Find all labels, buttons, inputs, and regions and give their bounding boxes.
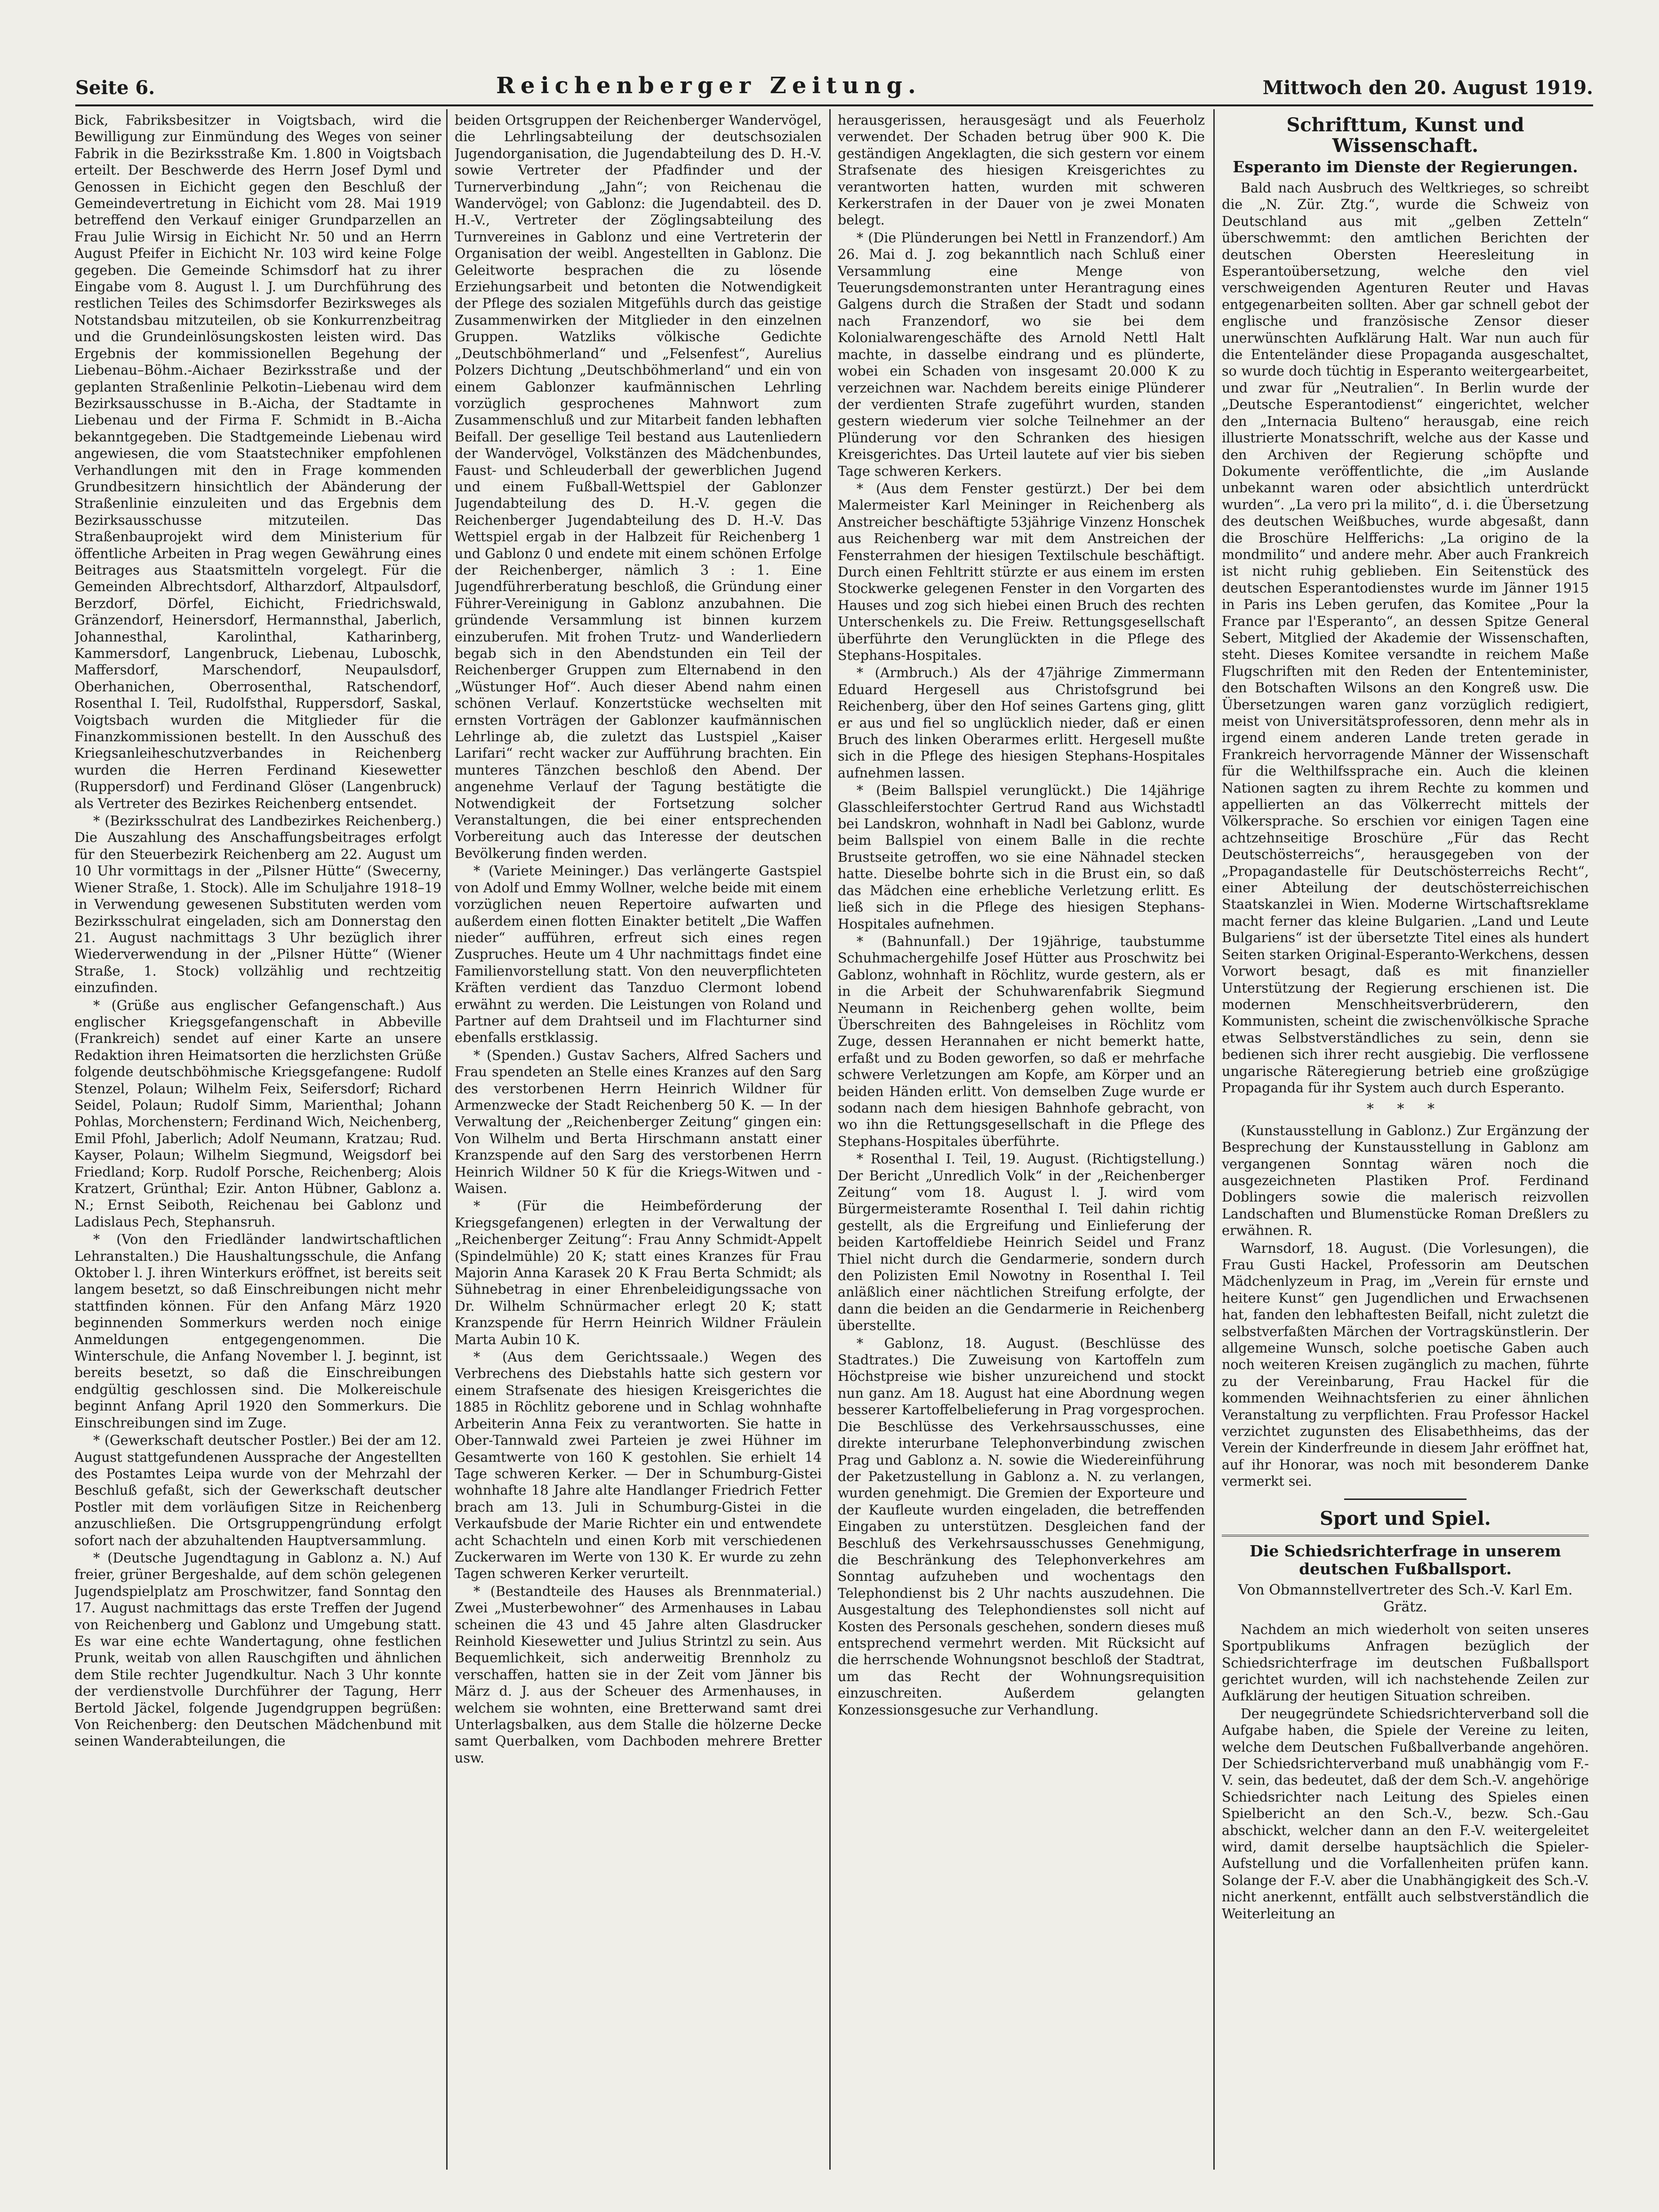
article-paragraph: * Gablonz, 18. August. (Beschlüsse des Stadtrates.) Die Zuweisung von Kartoffeln zum Höchstpreise wie bisher unzureichend und stockt nun ganz. Am 18. August hat eine Abordnung wegen besserer Kartoffelbelieferung in Prag vorgesprochen. Die Beschlüsse des Verkehrsausschusses, eine direkte interurbane Telephonverbindung zwischen Prag und Gablonz a. N. sowie die Wiedereinführung der Paketzustellung in Gablonz a. N. zu verlangen, wurden genehmigt. Die Gremien der Exporteure und der Kaufleute wurden eingeladen, die betreffenden Eingaben zu unterstützen. Desgleichen fand der Beschluß des Verkehrsausschusses Genehmigung, die Beschränkung des Telephonverkehres am Sonntag aufzuheben und wochentags den Telephondienst bis 2 Uhr nachts auszudehnen. Die Ausgestaltung des Telephondienstes soll nicht auf Kosten des Personals geschehen, sondern dieses muß entsprechend vermehrt werden. Mit Rücksicht auf die herrschende Wohnungsnot beschloß der Stadtrat, um das Recht der Wohnungsrequisition einzuschreiten. Außerdem gelangten Konzessionsgesuche zur Verhandlung. xyxy=(838,1335,1205,1718)
article-paragraph: * (Aus dem Gerichtssaale.) Wegen des Verbrechens des Diebstahls hatte sich gestern vor einem Strafsenate des hiesigen Kreisgerichtes die 1885 in Röchlitz geborene und in Schlag wohnhafte Arbeiterin Anna Feix zu verantworten. Sie hatte in Ober-Tannwald zwei Parteien je zwei Hühner im Gesamtwerte von 160 K gestohlen. Sie erhielt 14 Tage schweren Kerker. — Der in Schumburg-Gistei wohnhafte 18 Jahre alte Handlanger Friedrich Fetter brach am 13. Juli in Schumburg-Gistei in die Verkaufsbude der Marie Richter ein und entwendete acht Schachteln und einen Korb mit verschiedenen Zuckerwaren im Werte von 130 K. Er wurde zu zehn Tagen schweren Kerker verurteilt. xyxy=(455,1349,822,1582)
page-number: Seite 6. xyxy=(75,77,155,99)
issue-date: Mittwoch den 20. August 1919. xyxy=(1262,77,1593,99)
column-divider xyxy=(1213,109,1215,2170)
article-paragraph: beiden Ortsgruppen der Reichenberger Wandervögel, die Lehrlingsabteilung der deutschsozialen Jugendorganisation, die Jugendabteilung des D. H.-V. sowie Vertreter der Pfadfinder und der Turnerverbindung „Jahn“; von Reichenau die Wandervögel; von Gablonz: die Jugendabteil. des D. H.-V., Vertreter der Zöglingsabteilung des Turnvereines in Gablonz und eine Vertreterin der Organisation der weibl. Angestellten in Gablonz. Die Geleitworte besprachen die zu lösende Erziehungsarbeit und betonten die Notwendigkeit der Pflege des sozialen Mitgefühls durch das geistige Zusammenwirken der Mitglieder in den einzelnen Gruppen. Watzliks völkische Gedichte „Deutschböhmerland“ und „Felsenfest“, Aurelius Polzers Dichtung „Deutschböhmerland“ und ein von einem Gablonzer kaufmännischen Lehrling vorzüglich gesprochenes Mahnwort zum Zusammenschluß und zur Mitarbeit fanden lebhaften Beifall. Der gesellige Teil bestand aus Lautenliedern der Wandervögel, Volkstänzen des Mädchenbundes, Faust- und Schleuderball der gewerblichen Jugend und einem Fußball-Wettspiel der Gablonzer Jugendabteilung des D. H.-V. gegen die Reichenberger Jugendabteilung des D. H.-V. Das Wettspiel ergab in der Halbzeit für Reichenberg 1 und Gablonz 0 und endete mit einem schönen Erfolge der Reichenberger, nämlich 3 : 1. Eine Jugendführerberatung beschloß, die Gründung einer Führer-Vereinigung in Gablonz anzubahnen. Die gründende Versammlung ist binnen kurzem einzuberufen. Mit frohen Trutz- und Wanderliedern begab sich in den Abendstunden ein Teil der Reichenberger Gruppen zum Elternabend in den „Wüstunger Hof“. Auch dieser Abend nahm einen schönen Verlauf. Konzertstücke wechselten mit ernsten Vorträgen der Gablonzer kaufmännischen Lehrlinge ab, die zuletzt das Lustspiel „Kaiser Larifari“ recht wacker zur Aufführung brachten. Ein munteres Tänzchen beschloß den Abend. Der angenehme Verlauf der Tagung bestätigte die Notwendigkeit der Fortsetzung solcher Veranstaltungen, die bei einer entsprechenden Vorbereitung auch das Interesse der deutschen Bevölkerung finden werden. xyxy=(455,112,822,861)
article-paragraph: * (Gewerkschaft deutscher Postler.) Bei der am 12. August stattgefundenen Aussprache der Angestellten des Postamtes Leipa wurde von der Mehrzahl der Beschluß gefaßt, sich der Gewerkschaft deutscher Postler mit dem vorläufigen Sitze in Reichenberg anzuschließen. Die Ortsgruppengründung erfolgt sofort nach der abzuhaltenden Hauptversammlung. xyxy=(74,1433,441,1548)
article-paragraph: * (Bahnunfall.) Der 19jährige, taubstumme Schuhmachergehilfe Josef Hütter aus Proschwitz bei Gablonz, wohnhaft in Röchlitz, wurde gestern, als er in die Arbeit der Schuhwarenfabrik Siegmund Neumann in Reichenberg gehen wollte, beim Überschreiten des Bahngeleises in Röchlitz vom Zuge, dessen Herannahen er nicht bemerkt hatte, erfaßt und zu Boden geworfen, so daß er mehrfache schwere Verletzungen am Kopfe, am Körper und an beiden Händen erlitt. Von demselben Zuge wurde er sodann nach dem hiesigen Bahnhofe gebracht, von wo ihn die Rettungsgesellschaft in die Pflege des Stephans-Hospitales überführte. xyxy=(838,933,1205,1149)
article-paragraph: * (Von den Friedländer landwirtschaftlichen Lehranstalten.) Die Haushaltungsschule, die Anfang Oktober l. J. ihren Winterkurs eröffnet, ist bereits seit langem besetzt, so daß Einschreibungen nicht mehr stattfinden können. Für den Anfang März 1920 beginnenden Sommerkurs werden noch einige Anmeldungen entgegengenommen. Die Winterschule, die Anfang November l. J. beginnt, ist bereits besetzt, so daß die Einschreibungen endgültig geschlossen sind. Die Molkereischule beginnt Anfang April 1920 den Sommerkurs. Die Einschreibungen sind im Zuge. xyxy=(74,1232,441,1431)
article-paragraph: (Kunstausstellung in Gablonz.) Zur Ergänzung der Besprechung der Kunstausstellung in Gablonz am vergangenen Sonntag wären noch die ausgezeichneten Plastiken Prof. Ferdinand Doblingers sowie die malerisch reizvollen Landschaften und Blumenstücke Roman Dreßlers zu erwähnen. R. xyxy=(1222,1122,1589,1239)
article-headline: Die Schiedsrichterfrage in unserem deutschen Fußballsport. xyxy=(1250,1541,1561,1578)
article-paragraph: * (Bestandteile des Hauses als Brennmaterial.) Zwei „Musterbewohner“ des Armenhauses in Labau scheinen die 43 und 45 Jahre alten Glasdrucker Reinhold Kiesewetter und Julius Strintzl zu sein. Aus Bequemlichkeit, sich anderweitig Brennholz zu verschaffen, hatten sie in der Zeit vom Jänner bis März d. J. aus der Scheuer des Armenhauses, in welchem sie wohnten, eine Bretterwand samt drei Unterlagsbalken, aus dem Stalle die hölzerne Decke samt Querbalken, vom Dachboden mehrere Bretter usw. xyxy=(455,1583,822,1766)
section-heading-sport: Sport und Spiel. xyxy=(1320,1507,1491,1530)
article-paragraph: * (Grüße aus englischer Gefangenschaft.) Aus englischer Kriegsgefangenschaft in Abbeville (Frankreich) sendet auf einer Karte an unsere Redaktion ihren Heimatsorten die herzlichsten Grüße folgende deutschböhmische Kriegsgefangene: Rudolf Stenzel, Polaun; Wilhelm Feix, Seifersdorf; Richard Seidel, Polaun; Rudolf Simm, Marienthal; Johann Pohlas, Morchenstern; Ferdinand Wich, Neichenberg, Emil Pfohl, Jaberlich; Adolf Neumann, Kratzau; Rud. Kayser, Polaun; Wilhelm Siegmund, Weigsdorf bei Friedland; Korp. Rudolf Porsche, Reichenberg; Alois Kratzert, Grünthal; Ezir. Anton Hübner, Gablonz a. N.; Ernst Seiboth, Reichenau bei Gablonz und Ladislaus Pech, Stephansruh. xyxy=(74,997,441,1230)
column-divider xyxy=(829,109,831,2170)
article-paragraph: * (Für die Heimbeförderung der Kriegsgefangenen) erlegten in der Verwaltung der „Reichenberger Zeitung“: Frau Anny Schmidt-Appelt (Spindelmühle) 20 K; statt eines Kranzes für Frau Majorin Anna Karasek 20 K Frau Berta Schmidt; als Sühnebetrag in einer Ehrenbeleidigungssache von Dr. Wilhelm Schnürmacher erlegt 20 K; statt Kranzspende für Herrn Heinrich Wildner Fräulein Marta Aubin 10 K. xyxy=(455,1198,822,1347)
masthead xyxy=(75,66,1593,99)
masthead-rule xyxy=(75,104,1593,106)
article-paragraph: Bald nach Ausbruch des Weltkrieges, so schreibt die „N. Zür. Ztg.“, wurde die Schweiz von Deutschland aus mit „gelben Zetteln“ überschwemmt: den amtlichen Berichten der deutschen Obersten Heeresleitung in Esperantoübersetzung, welche den viel verschweigenden Agenturen Reuter und Havas entgegenarbeiten sollten. Aber gar schnell gebot der englische und französische Zensor dieser unerwünschten Aufklärung Halt. War nun auch für die Ententeländer diese Propaganda ausgeschaltet, so wurde doch tüchtig in Esperanto weitergearbeitet, und zwar für „Neutralien“. In Berlin wurde der „Deutsche Esperantodienst“ eingerichtet, welcher den „Internacia Bulteno“ herausgab, eine reich illustrierte Monatsschrift, welche aus der Kasse und den Archiven der Regierung schöpfte und Dokumente veröffentlichte, die „im Auslande unbekannt waren oder absichtlich unterdrückt wurden“. „La vero pri la milito“, d. i. die Übersetzung des deutschen Weißbuches, wurde abgesaßt, dann die Broschüre Helfferichs: „La origino de la mondmilito“ und andere mehr. Aber auch Frankreich ist nicht ruhig geblieben. Ein Seitenstück des deutschen Esperantodienstes wurde im Jänner 1915 in Paris ins Leben gerufen, das Komitee „Pour la France par l'Esperanto“, an dessen Spitze General Sebert, Mitglied der Akademie der Wissenschaften, steht. Dieses Komitee versandte in reichem Maße Flugschriften mit den Reden der Ententeminister, den Botschaften Wilsons an den Kongreß usw. Die Übersetzungen waren ganz vorzüglich redigiert, meist von Universitätsprofessoren, denn mehr als in irgend einem anderen Lande treten gerade in Frankreich hervorragende Männer der Wissenschaft für die Welthilfssprache ein. Auch die kleinen Nationen sagten zu ihrem Rechte zu kommen und appellierten an das Völkerrecht mittels der Völkersprache. So erschien vor einigen Tagen eine achtzehnseitige Broschüre „Für das Recht Deutschösterreichs“, herausgegeben von der „Propagandastelle für Deutschösterreichs Recht“, einer Abteilung der deutschösterreichischen Staatskanzlei in Wien. Moderne Wirtschaftsreklame macht ferner das kleine Bulgarien. „Land und Leute Bulgariens“ ist der übersetzte Titel eines als hundert Seiten starken Original-Esperanto-Werkchens, dessen Vorwort besagt, daß es mit finanzieller Unterstützung der Regierung erschienen ist. Die modernen Menschheitsverbrüderern, den Kommunisten, scheint die zwischenvölkische Sprache etwas Selbstverständliches zu sein, denn sie bedienen sich ihrer recht ausgiebig. Die verflossene ungarische Räteregierung betrieb eine großzügige Propaganda für ihr System auch durch Esperanto. xyxy=(1222,180,1589,1096)
article-paragraph: * (Bezirksschulrat des Landbezirkes Reichenberg.) Die Auszahlung des Anschaffungsbeitrages erfolgt für den Steuerbezirk Reichenberg am 22. August um 10 Uhr vormittags in der „Pilsner Hütte“ (Swecerny, Wiener Straße, 1. Stock). Alle im Schuljahre 1918–19 in Verwendung gewesenen Substituten werden vom Bezirksschulrat eingeladen, sich am Donnerstag den 21. August nachmittags 3 Uhr bezüglich ihrer Wiederverwendung in der „Pilsner Hütte“ (Wiener Straße, 1. Stock) vollzählig und rechtzeitig einzufinden. xyxy=(74,813,441,996)
article-headline: Esperanto im Dienste der Regierungen. xyxy=(1233,158,1578,176)
separator-rule xyxy=(1222,1535,1589,1537)
column-divider xyxy=(446,109,448,2170)
article-paragraph: Bick, Fabriksbesitzer in Voigtsbach, wird die Bewilligung zur Einmündung des Weges von seiner Fabrik in die Bezirksstraße Km. 1.800 in Voigtsbach erteilt. Der Beschwerde des Herrn Josef Dyml und Genossen in Eichicht gegen den Beschluß der Gemeindevertretung in Eichicht vom 28. Mai 1919 betreffend den Verkauf einiger Grundparzellen an Frau Julie Wirsig in Eichicht Nr. 50 und an Herrn August Pfeifer in Eichicht Nr. 103 wird keine Folge gegeben. Die Gemeinde Schimsdorf hat zu ihrer Eingabe vom 8. August l. J. um Durchführung des restlichen Teiles des Schimsdorfer Bezirksweges als Notstandsbau mitzuteilen, ob sie Konkurrenzbeitrag und die Grundeinlösungskosten leisten wird. Das Ergebnis der kommissionellen Begehung der Liebenau–Böhm.-Aichaer Bezirksstraße und der geplanten Straßenlinie Pelkotin–Liebenau wird dem Bezirksausschusse in B.-Aicha, der Stadtamte in Liebenau und der Firma F. Schmidt in B.-Aicha bekanntgegeben. Die Stadtgemeinde Liebenau wird angewiesen, die vom Staatstechniker empfohlenen Verhandlungen mit den in Frage kommenden Grundbesitzern hinsichtlich der Abänderung der Straßenlinie einzuleiten und das Ergebnis dem Bezirksausschusse mitzuteilen. Das Straßenbauprojekt wird dem Ministerium für öffentliche Arbeiten in Prag wegen Gewährung eines Beitrages aus Staatsmitteln vorgelegt. Für die Gemeinden Albrechtsdorf, Altharzdorf, Altpaulsdorf, Berzdorf, Dörfel, Eichicht, Friedrichswald, Gränzendorf, Heinersdorf, Hermannsthal, Jaberlich, Johannesthal, Karolinthal, Katharinberg, Kammersdorf, Langenbruck, Liebenau, Luboschk, Maffersdorf, Marschendorf, Neupaulsdorf, Oberhanichen, Oberrosenthal, Ratschendorf, Rosenthal I. Teil, Rudolfsthal, Ruppersdorf, Saskal, Voigtsbach wurden die Mitglieder für die Finanzkommissionen bestellt. In den Ausschuß des Kriegsanleiheschutzverbandes in Reichenberg wurden die Herren Ferdinand Kiesewetter (Ruppersdorf) und Ferdinand Glöser (Langenbruck) als Vertreter des Bezirkes Reichenberg entsendet. xyxy=(74,112,441,811)
article-paragraph: * (Spenden.) Gustav Sachers, Alfred Sachers und Frau spendeten an Stelle eines Kranzes auf den Sarg des verstorbenen Herrn Heinrich Wildner für Armenzwecke der Stadt Reichenberg 50 K. — In der Verwaltung der „Reichenberger Zeitung“ gingen ein: Von Wilhelm und Berta Hirschmann anstatt einer Kranzspende auf den Sarg des verstorbenen Herrn Heinrich Wildner 50 K für die Kriegs-Witwen und -Waisen. xyxy=(455,1047,822,1196)
article-paragraph: * (Die Plünderungen bei Nettl in Franzendorf.) Am 26. Mai d. J. zog bekanntlich nach Schluß einer Versammlung eine Menge von Teuerungsdemonstranten unter Herantragung eines Galgens durch die Straßen der Stadt und sodann nach Franzendorf, wo sie bei dem Kolonialwarengeschäfte des Arnold Nettl Halt machte, in dasselbe eindrang und es plünderte, wobei ein Schaden von insgesamt 20.000 K zu verzeichnen war. Nachdem bereits einige Plünderer der verdienten Strafe zugeführt wurden, standen gestern wiederum vier solche Teilnehmer an der Plünderung vor den Schranken des hiesigen Kreisgerichtes. Das Urteil lautete auf vier bis sieben Tage schweren Kerkers. xyxy=(838,230,1205,479)
column-2 xyxy=(455,112,822,2159)
column-1 xyxy=(74,112,441,2159)
article-paragraph: * Rosenthal I. Teil, 19. August. (Richtigstellung.) Der Bericht „Unredlich Volk“ in der „Reichenberger Zeitung“ vom 18. August l. J. wird vom Bürgermeisteramte Rosenthal I. Teil dahin richtig gestellt, als die Ergreifung und Einlieferung der beiden Kartoffeldiebe Heinrich Seidel und Franz Thiel nicht durch die Gendarmerie, sondern durch den Polizisten Emil Nowotny in Rosenthal I. Teil anläßlich einer nächtlichen Streifung erfolgte, der dann die beiden an die Gendarmerie in Reichenberg überstellte. xyxy=(838,1151,1205,1334)
article-paragraph: * (Beim Ballspiel verunglückt.) Die 14jährige Glasschleiferstochter Gertrud Rand aus Wichstadtl bei Landskron, wohnhaft in Nadl bei Gablonz, wurde beim Ballspiel von einem Balle in die rechte Brustseite getroffen, wo sie eine Nähnadel stecken hatte. Dieselbe bohrte sich in die Brust ein, so daß das Mädchen eine erhebliche Verletzung erlitt. Es ließ sich in die Pflege des hiesigen Stephans-Hospitales aufnehmen. xyxy=(838,783,1205,932)
article-paragraph: Nachdem an mich wiederholt von seiten unseres Sportpublikums Anfragen bezüglich der Schiedsrichterfrage im deutschen Fußballsport gerichtet wurden, will ich nachstehende Zeilen zur Aufklärung der heutigen Situation schreiben. xyxy=(1222,1621,1589,1704)
section-heading-culture: Schrifttum, Kunst und Wissenschaft. xyxy=(1286,114,1524,157)
column-4 xyxy=(1222,112,1589,2159)
separator-rule xyxy=(1344,1499,1467,1500)
newspaper-title: Reichenberger Zeitung. xyxy=(496,72,922,99)
column-3 xyxy=(838,112,1205,2159)
article-paragraph: * (Armbruch.) Als der 47jährige Zimmermann Eduard Hergesell aus Christofsgrund bei Reichenberg, über den Hof seines Gartens ging, glitt er aus und fiel so unglücklich nieder, daß er einen Bruch des linken Oberarmes erlitt. Hergesell mußte sich in die Pflege des hiesigen Stephans-Hospitales aufnehmen lassen. xyxy=(838,665,1205,781)
separator-stars: * * * xyxy=(1366,1101,1444,1118)
article-paragraph: Warnsdorf, 18. August. (Die Vorlesungen), die Frau Gusti Hackel, Professorin am Deutschen Mädchenlyzeum in Prag, im „Verein für ernste und heitere Kunst“ gen Jugendlichen und Erwachsenen hat, fanden den lebhaftesten Beifall, nicht zuletzt die selbstverfaßten Märchen der Vortragskünstlerin. Der allgemeine Wunsch, solche poetische Gaben auch noch weiteren Kreisen zugänglich zu machen, führte zu der Vereinbarung, Frau Hackel für die kommenden Weihnachtsferien zu einer ähnlichen Veranstaltung zu verpflichten. Frau Professor Hackel verzichtet zugunsten des Elisabethheims, das der Verein der Kinderfreunde in diesem Jahr eröffnet hat, auf ihr Honorar, was noch mit besonderem Danke vermerkt sei. xyxy=(1222,1240,1589,1490)
article-paragraph: * (Deutsche Jugendtagung in Gablonz a. N.) Auf freier, grüner Bergeshalde, auf dem schön gelegenen Jugendspielplatz am Proschwitzer, fand Sonntag den 17. August nachmittags das erste Treffen der Jugend von Reichenberg und Gablonz und Umgebung statt. Es war eine echte Wandertagung, ohne festlichen Prunk, weitab von allen Rauschgiften und ähnlichen dem Stile rechter Jugendkultur. Nach 3 Uhr konnte der verdienstvolle Durchführer der Tagung, Herr Bertold Jäckel, folgende Jugendgruppen begrüßen: Von Reichenberg: den Deutschen Mädchenbund mit seinen Wanderabteilungen, die xyxy=(74,1550,441,1749)
article-paragraph: * (Aus dem Fenster gestürzt.) Der bei dem Malermeister Karl Meininger in Reichenberg als Anstreicher beschäftigte 53jährige Vinzenz Honschek aus Reichenberg war mit dem Anstreichen der Fensterrahmen der hiesigen Textilschule beschäftigt. Durch einen Fehltritt stürzte er aus einem im ersten Stockwerke gelegenen Fenster in den Vorgarten des Hauses und zog sich hiebei einen Bruch des rechten Unterschenkels zu. Die Freiw. Rettungsgesellschaft überführte den Verunglückten in die Pflege des Stephans-Hospitales. xyxy=(838,481,1205,663)
article-paragraph: Der neugegründete Schiedsrichterverband soll die Aufgabe haben, die Spiele der Vereine zu leiten, welche dem Deutschen Fußballverbande angehören. Der Schiedsrichterverband muß unabhängig vom F.-V. sein, das bedeutet, daß der dem Sch.-V. angehörige Schiedsrichter nach Leitung des Spieles einen Spielbericht an den Sch.-V., bezw. Sch.-Gau abschickt, welcher dann an den F.-V. weitergeleitet wird, damit derselbe hauptsächlich die Spieler-Aufstellung und die Vorfallenheiten prüfen kann. Solange der F.-V. aber die Unabhängigkeit des Sch.-V. nicht anerkennt, entfällt auch selbstverständlich die Weiterleitung an xyxy=(1222,1706,1589,1922)
byline: Von Obmannstellvertreter des Sch.-V. Karl Em. Grätz. xyxy=(1238,1581,1573,1615)
article-paragraph: * (Variete Meininger.) Das verlängerte Gastspiel von Adolf und Emmy Wollner, welche beide mit einem vorzüglichen neuen Repertoire aufwarten und außerdem einen flotten Einakter betitelt „Die Waffen nieder“ aufführen, erfreut sich eines regen Zuspruches. Heute um 4 Uhr nachmittags findet eine Familienvorstellung statt. Von den neuverpflichteten Kräften verdient das Tanzduo Clermont lobend erwähnt zu werden. Die Leistungen von Roland und Partner auf dem Drahtseil und im Flachturner sind ebenfalls erstklassig. xyxy=(455,863,822,1046)
article-paragraph: herausgerissen, herausgesägt und als Feuerholz verwendet. Der Schaden betrug über 900 K. Die geständigen Angeklagten, die sich gestern vor einem Strafsenate des hiesigen Kreisgerichtes zu verantworten hatten, wurden mit schweren Kerkerstrafen in der Dauer von je zwei Monaten belegt. xyxy=(838,112,1205,228)
